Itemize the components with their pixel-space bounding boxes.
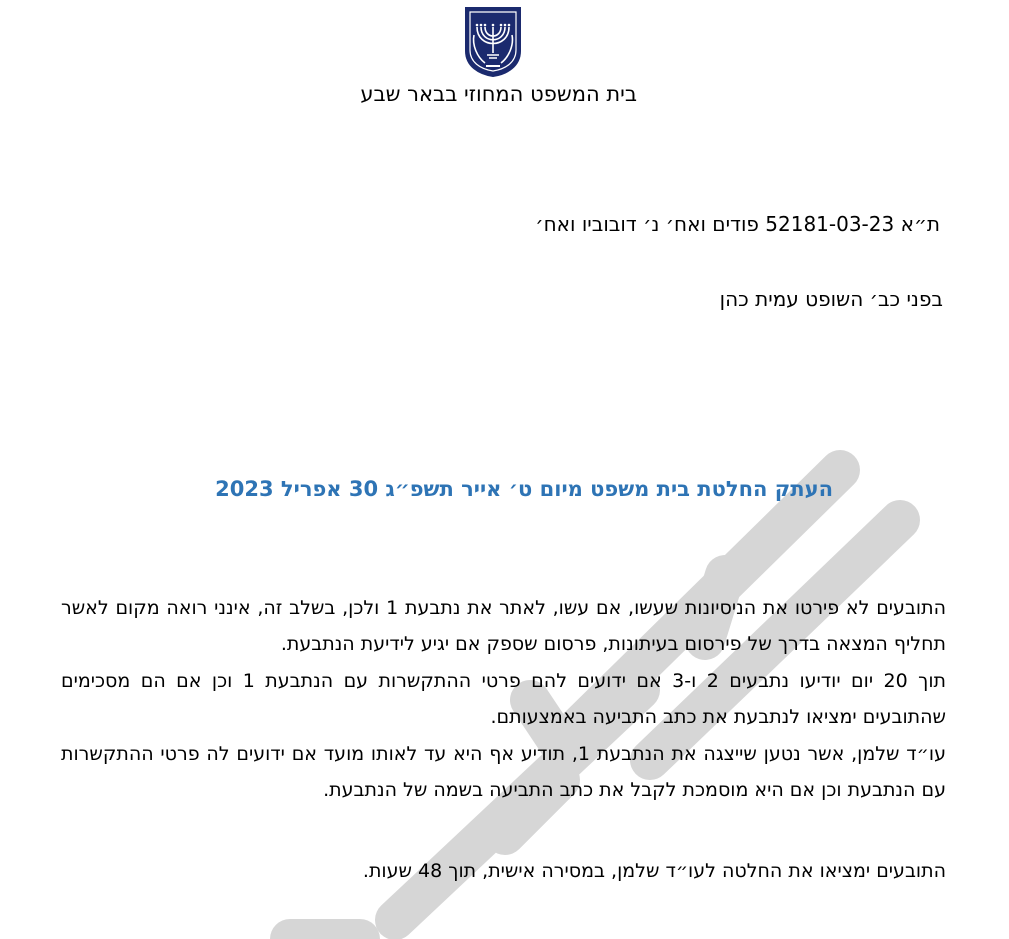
state-emblem-icon [463, 5, 523, 77]
decision-paragraph-2: תוך 20 יום יודיעו נתבעים 2 ו-3 אם ידועים להם פרטי ההתקשרות עם הנתבעת 1 וכן אם הם מסכימים שהתובעים ימציאו לנתבעת את כתב התביעה באמצעותם. [61, 670, 946, 728]
case-number-line: ת״א 52181-03-23 פודים ואח׳ נ׳ דובוביו ואח׳ [535, 212, 940, 236]
decision-paragraph-1: התובעים לא פירטו את הניסיונות שעשו, אם עשו, לאתר את נתבעת 1 ולכן, בשלב זה, אינני רואה מקום לאשר תחליף המצאה בדרך של פירסום בעיתונות, פרסום שספק אם יגיע לידיעת הנתבעת. [61, 597, 947, 655]
decision-paragraph-3: עו״ד שלמן, אשר נטען שייצגה את הנתבעת 1, תודיע אף היא עד לאותו מועד אם ידועים לה פרטי ההתקשרות עם הנתבעת וכן אם היא מוסמכת לקבל את כתב התביעה בשמה של הנתבעת. [61, 743, 946, 801]
court-name: בית המשפט המחוזי בבאר שבע [360, 82, 637, 106]
decision-title: העתק החלטת בית משפט מיום ט׳ אייר תשפ״ג 30 אפריל 2023 [215, 477, 833, 501]
judge-line: בפני כב׳ השופט עמית כהן [719, 287, 943, 311]
decision-paragraph-4: התובעים ימציאו את החלטה לעו״ד שלמן, במסירה אישית, תוך 48 שעות. [362, 860, 946, 882]
